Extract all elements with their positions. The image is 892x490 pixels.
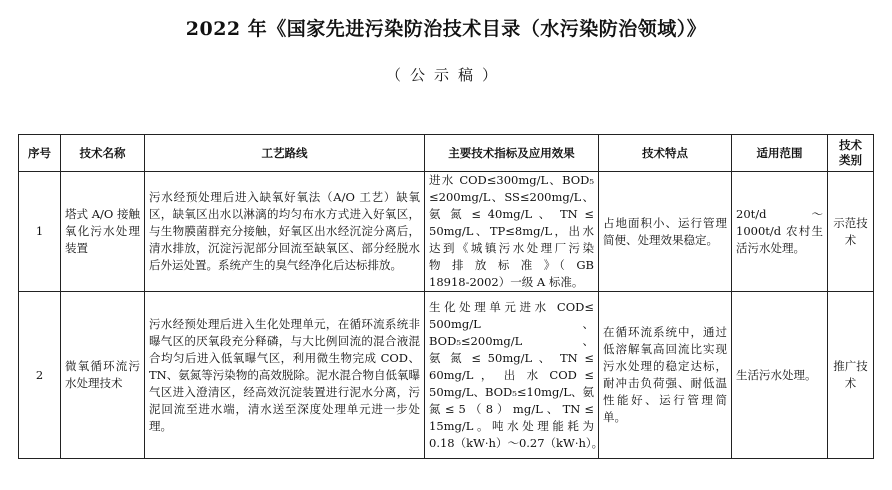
technology-catalog-table	[18, 134, 874, 459]
header-category-line1: 技术	[839, 138, 862, 152]
row-metrics	[425, 292, 604, 459]
metrics-line: 18918-2002）一级 A 标准。	[429, 275, 584, 289]
row-metrics	[425, 172, 599, 292]
row-scope: 生活污水处理。	[732, 292, 828, 459]
header-seq: 序号	[19, 135, 61, 172]
row-features: 在循环流系统中，通过低溶解氧高回流比实现污水处理的稳定达标，耐冲击负荷强、耐低温性能好、运行管理简单。	[599, 292, 732, 459]
row-features: 占地面积小、运行管理简便、处理效果稳定。	[599, 172, 732, 292]
metrics-line: 50mg/L、BOD₅≤10mg/L、氨	[429, 384, 594, 399]
row-seq: 2	[19, 292, 61, 459]
row-scope: 20t/d ～ 1000t/d 农村生活污水处理。	[732, 172, 828, 292]
metrics-line: 生化处理单元进水 COD≤	[429, 299, 594, 314]
table-header-row	[19, 135, 874, 172]
metrics-line: 氨 氮 ≤ 40mg/L 、 TN ≤	[429, 207, 594, 221]
metrics-line: 进水 COD≤300mg/L、BOD₅	[429, 173, 594, 187]
table-row	[19, 172, 874, 292]
row-process-route: 污水经预处理后进入缺氧好氧法（A/O 工艺）缺氧区，缺氧区出水以淋漓的均匀布水方式进入好氧区，与生物膜菌群充分接触，好氧区出水经沉淀分离后，清水排放，沉淀污泥部分回流至缺氧区、部分经脱水后外运处置。系统产生的臭气经净化后达标排放。	[145, 172, 425, 292]
metrics-line: 达到《城镇污水处理厂污染	[429, 241, 594, 255]
header-name: 技术名称	[61, 135, 145, 172]
document-subtitle: （公示稿）	[385, 66, 506, 84]
metrics-line: 500mg/L、BOD₅≤200mg/L、	[429, 316, 594, 348]
metrics-line: 15mg/L。吨水处理能耗为	[429, 418, 594, 433]
metrics-line: 50mg/L、TP≤8mg/L，出水	[429, 224, 594, 238]
metrics-line: 60mg/L ， 出 水 COD ≤	[429, 367, 594, 382]
row-process-route: 污水经预处理后进入生化处理单元，在循环流系统非曝气区的厌氧段充分释磷，与大比例回流的混合液混合均匀后进入低氧曝气区，利用微生物完成 COD、TN、氨氮等污染物的高效脱除。泥水混合物自低氧曝气区进入澄清区，经高效沉淀装置进行泥水分离，污泥回流至进水端，清水送至深度处理单元进一步处理。	[145, 292, 425, 459]
metrics-line: 0.18（kW·h）～0.27（kW·h）。	[429, 435, 604, 450]
header-scope: 适用范围	[732, 135, 828, 172]
header-category-line2: 类别	[839, 153, 862, 167]
row-tech-name: 塔式 A/O 接触氧化污水处理装置	[61, 172, 145, 292]
header-features: 技术特点	[599, 135, 732, 172]
header-category	[828, 135, 874, 172]
row-category: 示范技术	[828, 172, 874, 292]
metrics-line: 氮 ≤ 5 （ 8 ） mg/L 、 TN ≤	[429, 401, 594, 416]
header-metrics: 主要技术指标及应用效果	[425, 135, 599, 172]
metrics-line: ≤200mg/L、SS≤200mg/L、	[429, 190, 594, 204]
row-category: 推广技术	[828, 292, 874, 459]
row-tech-name: 微氧循环流污水处理技术	[61, 292, 145, 459]
metrics-line: 物 排 放 标 准 》（ GB	[429, 258, 594, 272]
row-seq: 1	[19, 172, 61, 292]
header-process: 工艺路线	[145, 135, 425, 172]
document-title: 2022 年《国家先进污染防治技术目录（水污染防治领域）》	[185, 18, 707, 40]
metrics-line: 氨 氮 ≤ 50mg/L 、 TN ≤	[429, 350, 594, 365]
table-row	[19, 292, 874, 459]
